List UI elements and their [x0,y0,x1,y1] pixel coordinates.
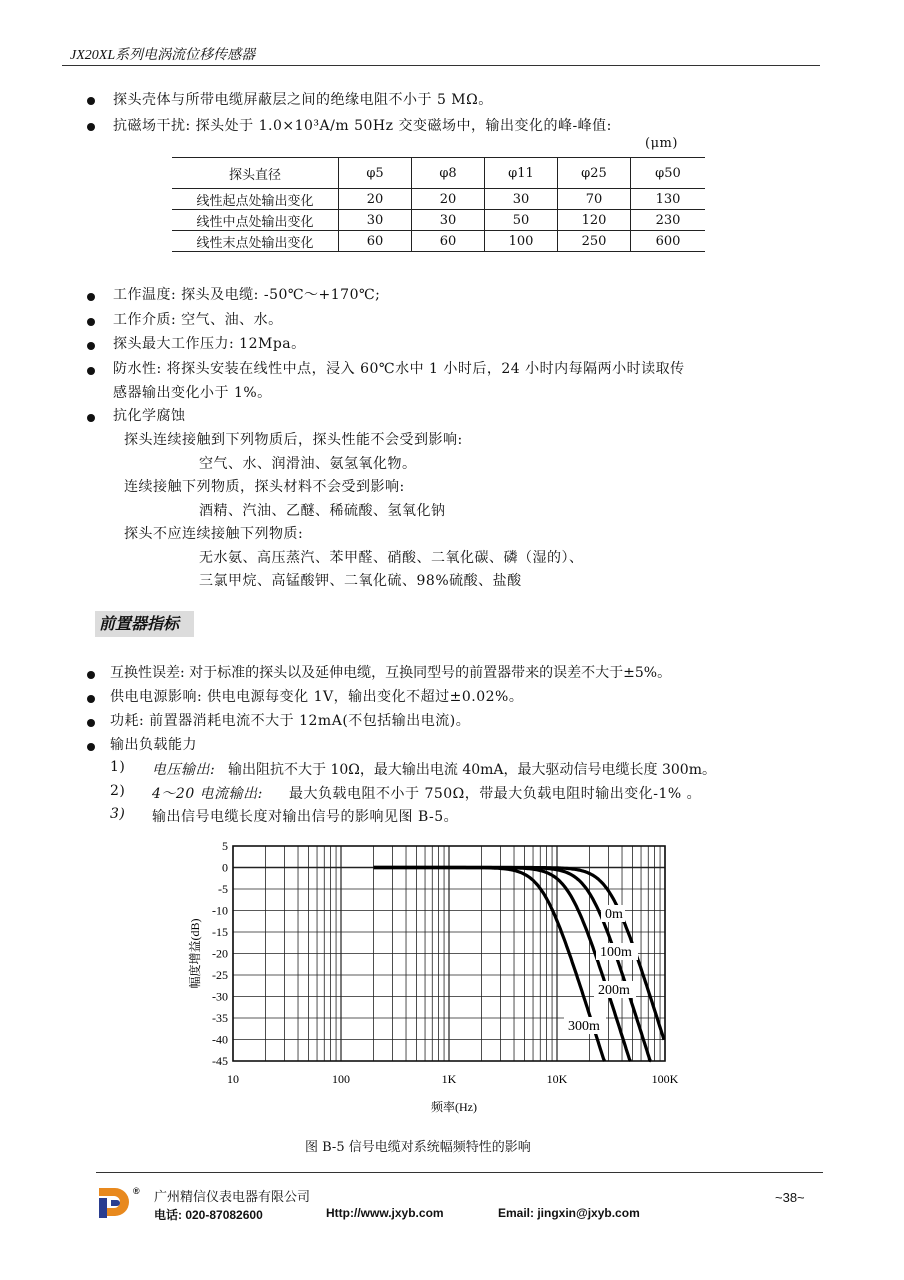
table-cell: 120 [558,210,631,231]
y-tick-label: 5 [222,839,228,853]
bullet-icon [85,94,97,106]
y-tick-label: -30 [212,989,228,1004]
bullet-power: 供电电源影响: 供电电源每变化 1V，输出变化不超过±0.02%。 [110,689,524,705]
y-axis-label: 幅度增益(dB) [188,918,202,989]
item-text: 输出阻抗不大于 10Ω，最大输出电流 40mA，最大驱动信号电缆长度 300m。 [228,762,716,778]
bullet-consumption: 功耗: 前置器消耗电流不大于 12mA(不包括输出电流)。 [110,713,471,729]
y-tick-label: -10 [212,903,228,918]
bullet-waterproof-cont: 感器输出变化小于 1%。 [113,385,272,401]
chart-ticks [187,839,679,1114]
table-header-cell: φ5 [339,158,412,189]
y-tick-label: -20 [212,946,228,961]
series-label-200m: 200m [598,983,630,998]
item-text: 输出信号电缆长度对输出信号的影响见图 B-5。 [152,809,459,825]
table-cell: 线性末点处输出变化 [172,231,339,252]
bullet-waterproof: 防水性: 将探头安装在线性中点，浸入 60℃水中 1 小时后，24 小时内每隔两小时读取传 [113,361,685,377]
y-tick-label: -35 [212,1011,228,1025]
bullet-icon [85,692,97,704]
x-tick-label: 100 [332,1072,350,1086]
company-logo-icon [97,1186,133,1220]
bullet-pressure: 探头最大工作压力: 12Mpa。 [113,336,306,352]
corrosion-line: 无水氨、高压蒸汽、苯甲醛、硝酸、二氧化碳、磷（湿的）、 [199,550,584,566]
table-cell: 线性中点处输出变化 [172,210,339,231]
item-number: 3) [110,806,126,822]
table-cell: 70 [558,189,631,210]
x-tick-label: 10K [546,1072,568,1086]
table-row [172,189,705,210]
bullet-icon [85,339,97,351]
table-cell: 30 [412,210,485,231]
section-title: 前置器指标 [95,611,194,637]
bullet-icon [85,315,97,327]
x-axis-label: 频率(Hz) [431,1100,477,1114]
footer-email-link[interactable]: Email: jingxin@jxyb.com [498,1206,640,1220]
x-tick-label: 1K [441,1072,457,1086]
y-tick-label: -25 [212,968,228,982]
output-change-table [172,157,705,252]
table-cell: 250 [558,231,631,252]
chart-curves [374,868,665,1062]
table-cell: 20 [339,189,412,210]
footer-phone: 电话: 020-87082600 [154,1208,263,1222]
table-cell: 60 [339,231,412,252]
series-label-100m: 100m [600,945,632,960]
table-header-cell: 探头直径 [172,158,339,189]
bullet-corrosion: 抗化学腐蚀 [113,408,186,424]
series-label-0m: 0m [605,907,623,922]
table-header-row [172,158,705,189]
item-number: 2) [110,783,126,799]
table-header-cell: φ11 [485,158,558,189]
table-cell: 230 [631,210,706,231]
series-label-300m: 300m [568,1019,600,1034]
figure-caption: 图 B-5 信号电缆对系统幅频特性的影响 [305,1140,531,1155]
table-cell: 600 [631,231,706,252]
y-tick-label: -45 [212,1054,228,1068]
footer-web-link[interactable]: Http://www.jxyb.com [326,1206,444,1220]
corrosion-line: 探头连续接触到下列物质后，探头性能不会受到影响: [124,432,463,448]
bullet-icon [85,716,97,728]
y-tick-label: -40 [212,1032,228,1047]
item-label: 电压输出: [152,762,216,778]
table-header-cell: φ25 [558,158,631,189]
table-cell: 线性起点处输出变化 [172,189,339,210]
table-cell: 50 [485,210,558,231]
bullet-icon [85,411,97,423]
table-row [172,231,705,252]
y-tick-label: -5 [218,882,228,896]
item-number: 1) [110,759,126,775]
bullet-icon [85,120,97,132]
logo-registered-mark: ® [133,1186,140,1196]
item-text: 最大负载电阻不小于 750Ω，带最大负载电阻时输出变化-1% 。 [289,786,702,802]
series-line-100m [374,868,652,1062]
y-tick-label: -15 [212,925,228,939]
bullet-icon [85,740,97,752]
x-tick-label: 100K [651,1072,679,1086]
bullet-medium: 工作介质: 空气、油、水。 [113,312,283,328]
corrosion-line: 连续接触下列物质，探头材料不会受到影响: [124,479,405,495]
table-row [172,210,705,231]
table-cell: 100 [485,231,558,252]
bullet-interchange: 互换性误差: 对于标准的探头以及延伸电缆，互换同型号的前置器带来的误差不大于±5%。 [110,665,672,681]
table-cell: 30 [339,210,412,231]
table-cell: 60 [412,231,485,252]
frequency-response-chart [180,835,700,1115]
table-cell: 20 [412,189,485,210]
company-name: 广州精信仪表电器有限公司 [154,1190,311,1205]
table-unit: (μm) [645,136,678,151]
corrosion-line: 三氯甲烷、高锰酸钾、二氧化硫、98%硫酸、盐酸 [199,573,522,589]
corrosion-line: 空气、水、润滑油、氨氢氧化物。 [199,456,417,472]
header-title: JX20XL系列电涡流位移传感器 [70,48,256,63]
table-header-cell: φ50 [631,158,706,189]
table-header-cell: φ8 [412,158,485,189]
footer-divider [96,1172,823,1173]
page-number: ~38~ [775,1190,805,1205]
x-tick-label: 10 [227,1072,239,1086]
bullet-icon [85,668,97,680]
corrosion-line: 酒精、汽油、乙醚、稀硫酸、氢氧化钠 [199,503,446,519]
table-cell: 130 [631,189,706,210]
bullet-load: 输出负载能力 [110,737,197,753]
corrosion-line: 探头不应连续接触下列物质: [124,526,304,542]
bullet-magnetic: 抗磁场干扰: 探头处于 1.0×10³A/m 50Hz 交变磁场中，输出变化的峰-峰值: [113,118,612,134]
bullet-icon [85,364,97,376]
bullet-icon [85,290,97,302]
header-divider [62,65,820,66]
table-cell: 30 [485,189,558,210]
y-tick-label: 0 [222,860,228,875]
item-label: 4～20 电流输出: [152,786,263,802]
bullet-temperature: 工作温度: 探头及电缆: -50℃～+170℃; [113,287,381,303]
bullet-insulation: 探头壳体与所带电缆屏蔽层之间的绝缘电阻不小于 5 MΩ。 [113,92,493,108]
